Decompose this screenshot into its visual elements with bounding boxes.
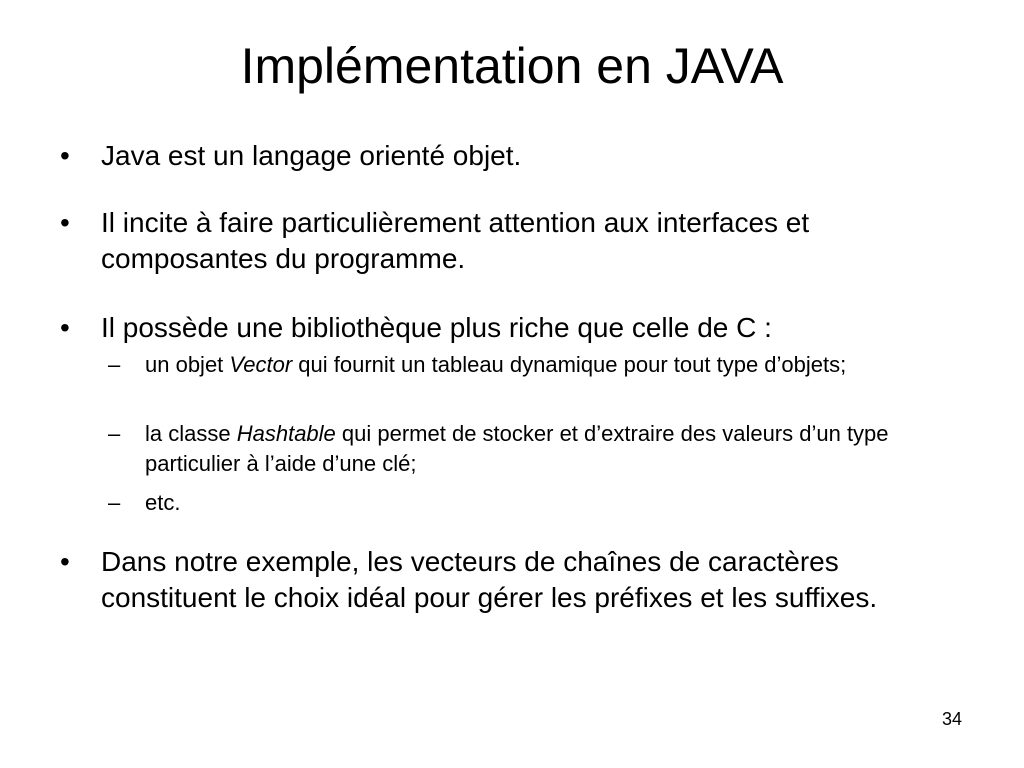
sub-item-marker: – [108,490,121,515]
bullet-item [60,205,960,277]
slide-title: Implémentation en JAVA [240,38,784,94]
bullet-marker: • [60,140,70,171]
sub-item [108,488,958,518]
sub-item-marker: – [108,352,121,377]
sub-item-text [145,419,958,479]
bullet-marker: • [60,312,70,343]
class-name-vector: Vector [229,352,293,377]
bullet-text: Il possède une bibliothèque plus riche que celle de C : [101,312,772,343]
bullet-item [60,310,960,346]
class-name-hashtable: Hashtable [236,421,336,446]
bullet-item [60,138,960,174]
bullet-text: Java est un langage orienté objet. [101,140,522,171]
sub-item-text [145,488,958,518]
bullet-marker: • [60,546,70,577]
sub-item-text-before: la classe [145,421,237,446]
bullet-marker: • [60,207,70,238]
sub-item [108,419,958,479]
sub-item-marker: – [108,421,121,446]
page-number: 34 [941,709,962,729]
sub-item-text-after: qui fournit un tableau dynamique pour tout type d’objets; [292,352,847,377]
sub-item-text-before: etc. [145,490,181,515]
bullet-text: Il incite à faire particulièrement attention aux interfaces et composantes du programme. [101,207,810,274]
sub-item-text-after: qui permet de stocker et d’extraire des valeurs d’un type particulier à l’aide d’une clé; [145,421,889,476]
sub-item-text [145,350,958,380]
bullet-item [60,544,960,616]
bullet-text: Dans notre exemple, les vecteurs de chaînes de caractères constituent le choix idéal pour gérer les préfixes et les suffixes. [101,546,878,613]
sub-item [108,350,958,380]
sub-item-text-before: un objet [145,352,230,377]
